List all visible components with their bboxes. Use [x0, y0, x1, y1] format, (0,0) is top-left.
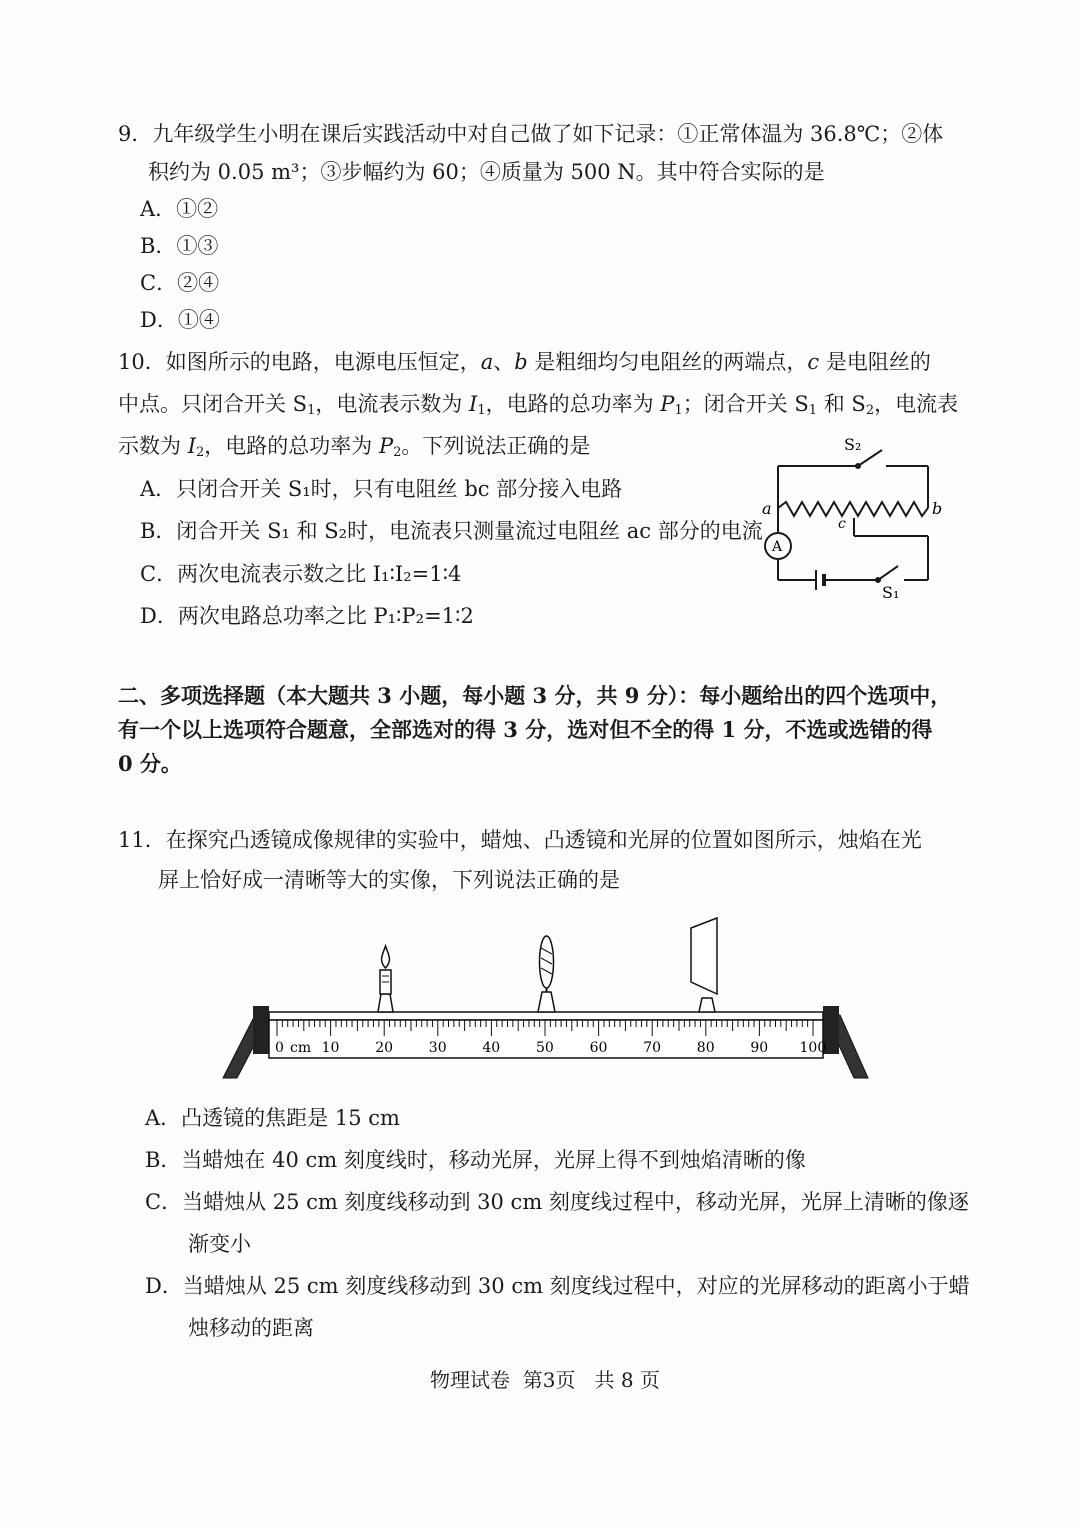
q9-option-b[interactable]	[140, 234, 218, 259]
q11-option-c-line2: 渐变小	[188, 1232, 251, 1256]
point-b-label: b	[932, 499, 943, 518]
ruler-tick-label: 20	[375, 1040, 394, 1056]
q9-stem-line2: 积约为 0.05 m³；③步幅约为 60；④质量为 500 N。其中符合实际的是	[148, 160, 825, 184]
section2-heading-line2: 有一个以上选项符合题意，全部选对的得 3 分，选对但不全的得 1 分，不选或选错的得	[118, 717, 933, 742]
q9-option-d[interactable]	[140, 308, 220, 333]
q9-option-c[interactable]	[140, 271, 219, 296]
circuit-diagram	[758, 432, 958, 607]
option-letter: B．	[140, 234, 177, 258]
q11-option-d-line2: 烛移动的距离	[188, 1316, 314, 1340]
q10-stem-line1: 10．如图所示的电路，电源电压恒定，a、b 是粗细均匀电阻丝的两端点，c 是电阻丝的	[118, 350, 931, 374]
q11-option-c-line1[interactable]: C．当蜡烛从 25 cm 刻度线移动到 30 cm 刻度线过程中，移动光屏，光屏上清晰的像逐	[145, 1190, 969, 1214]
ruler-tick-label: 100	[799, 1040, 827, 1056]
option-text: ②④	[177, 271, 220, 295]
q11-option-d-line1[interactable]: D．当蜡烛从 25 cm 刻度线移动到 30 cm 刻度线过程中，对应的光屏移动的距离小于蜡	[145, 1274, 970, 1298]
option-letter: C．	[140, 271, 178, 295]
convex-lens	[538, 936, 555, 1012]
q11-stem-line2: 屏上恰好成一清晰等大的实像，下列说法正确的是	[158, 868, 620, 892]
q10-stem-line2: 中点。只闭合开关 $S_1$，电流表示数为 $I_1$，电路的总功率为 $P_1$；闭合开关 $S_1$ 和 $S_2$，电流表	[118, 392, 959, 418]
ruler-tick-label: 50	[536, 1040, 554, 1056]
ruler-tick-label: 80	[696, 1040, 715, 1056]
q10-option-c[interactable]: C．两次电流表示数之比 I₁∶I₂=1∶4	[140, 562, 462, 586]
s1-label: S₁	[882, 583, 900, 602]
section2-heading-line3: 0 分。	[118, 751, 182, 776]
optical-bench-figure	[215, 910, 875, 1090]
ammeter-icon: A	[772, 539, 783, 555]
ruler-tick-label: 70	[643, 1040, 662, 1056]
ruler-tick-label: 0	[275, 1040, 284, 1056]
point-a-label: a	[762, 499, 772, 518]
option-text: ①③	[176, 234, 219, 258]
ruler-tick-label: 60	[589, 1040, 608, 1056]
s2-label: S₂	[844, 435, 862, 454]
light-screen	[691, 918, 717, 1012]
ruler-tick-label: 40	[482, 1040, 501, 1056]
option-text: ①②	[176, 197, 219, 221]
q9-stem-line1: 9．九年级学生小明在课后实践活动中对自己做了如下记录：①正常体温为 36.8℃；②体	[118, 122, 944, 146]
q11-option-b[interactable]: B．当蜡烛在 40 cm 刻度线时，移动光屏，光屏上得不到烛焰清晰的像	[145, 1148, 806, 1172]
section2-heading-line1: 二、多项选择题（本大题共 3 小题，每小题 3 分，共 9 分）：每小题给出的四个选项中，	[118, 683, 952, 708]
ruler-tick-label: 10	[321, 1040, 340, 1056]
q11-option-a[interactable]: A．凸透镜的焦距是 15 cm	[145, 1106, 400, 1130]
ruler-unit-label: cm	[290, 1040, 312, 1056]
q9-option-a[interactable]	[140, 197, 218, 222]
option-letter: D．	[140, 308, 178, 332]
q10-stem-line3: 示数为 $I_2$，电路的总功率为 $P_2$。下列说法正确的是	[118, 434, 591, 460]
q10-option-a[interactable]: A．只闭合开关 S₁时，只有电阻丝 bc 部分接入电路	[140, 477, 623, 501]
q11-stem-line1: 11．在探究凸透镜成像规律的实验中，蜡烛、凸透镜和光屏的位置如图所示，烛焰在光	[118, 828, 922, 852]
option-text: ①④	[177, 308, 220, 332]
q10-option-d[interactable]: D．两次电路总功率之比 P₁∶P₂=1∶2	[140, 604, 474, 628]
option-letter: A．	[140, 197, 177, 221]
q10-option-b[interactable]: B．闭合开关 S₁ 和 S₂时，电流表只测量流过电阻丝 ac 部分的电流	[140, 519, 763, 543]
ruler-tick-label: 90	[750, 1040, 769, 1056]
point-c-label: c	[838, 516, 846, 532]
page-footer: 物理试卷 第3页 共 8 页	[430, 1368, 660, 1392]
ruler-tick-label: 30	[428, 1040, 447, 1056]
candle	[378, 946, 393, 1012]
